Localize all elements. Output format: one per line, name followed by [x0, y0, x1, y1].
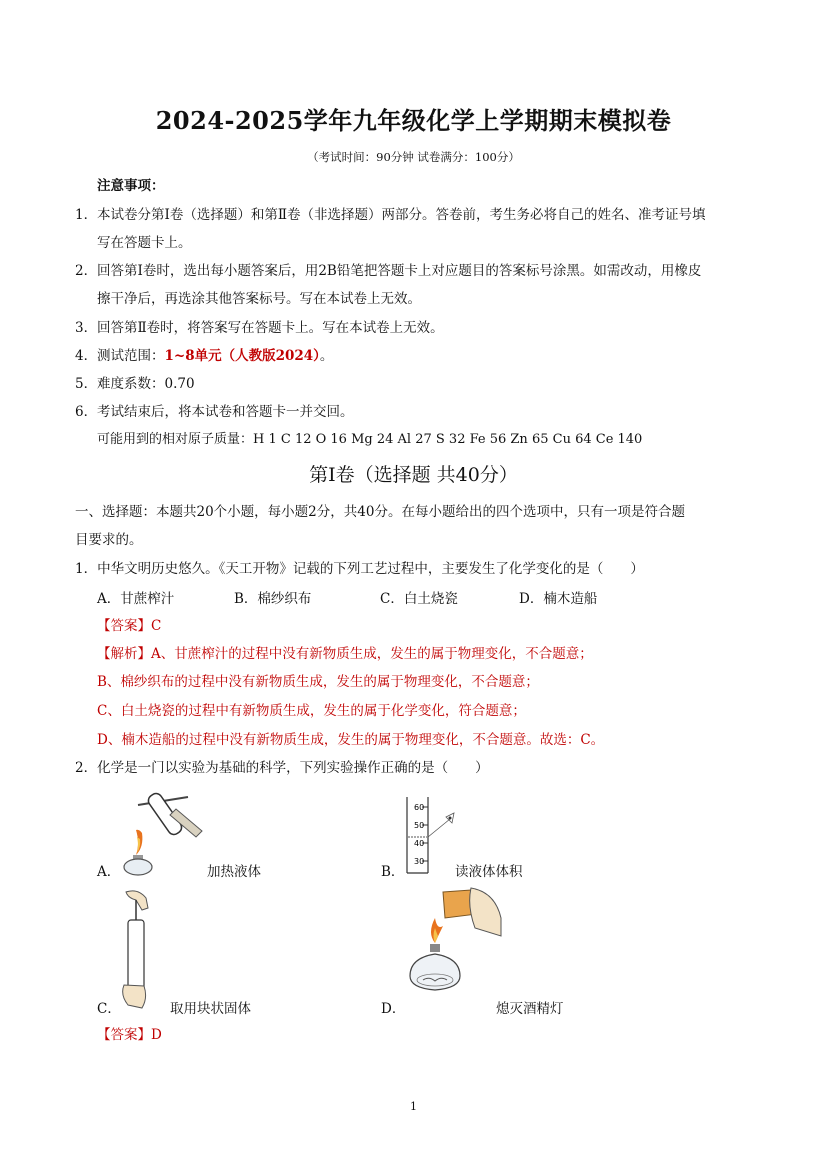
answer-value: C	[151, 618, 162, 634]
notice-3-line1: 回答第Ⅱ卷时，将答案写在答题卡上。写在本试卷上无效。	[97, 320, 444, 336]
part-intro-line2: 目要求的。	[75, 532, 143, 548]
notice-5-num: 5．	[75, 376, 98, 392]
q2-answer	[97, 1025, 162, 1045]
q2-option-a-letter: A．	[97, 864, 121, 880]
notice-3-num: 3．	[75, 320, 98, 336]
cylinder-tick-40: 40	[414, 839, 425, 848]
notice-6-line1: 考试结束后，将本试卷和答题卡一并交回。	[97, 404, 354, 420]
heating-liquid-figure	[118, 785, 218, 880]
block-solid-figure	[118, 890, 178, 1010]
notice-1-line2: 写在答题卡上。	[97, 235, 192, 251]
notice-4-num: 4．	[75, 348, 98, 364]
answer-value: D	[151, 1027, 162, 1043]
q2-option-b-letter: B．	[381, 864, 405, 880]
q2-option-c-letter: C．	[97, 1001, 121, 1017]
analysis-text: A、甘蔗榨汁的过程中没有新物质生成，发生的属于物理变化，不合题意；	[151, 646, 593, 662]
notice-1-line1: 本试卷分第Ⅰ卷（选择题）和第Ⅱ卷（非选择题）两部分。答卷前，考生务必将自己的姓名、准考证号填	[97, 207, 706, 223]
cylinder-tick-60: 60	[414, 803, 425, 812]
q2-option-d-letter: D．	[381, 1001, 406, 1017]
cylinder-tick-50: 50	[414, 821, 425, 830]
q1-option-b: B．棉纱织布	[234, 591, 312, 607]
answer-label: 【答案】	[97, 618, 151, 634]
q1-option-c: C．白土烧瓷	[380, 591, 458, 607]
notice-4	[97, 346, 333, 366]
notice-2-line1: 回答第Ⅰ卷时，选出每小题答案后，用2B铅笔把答题卡上对应题目的答案标号涂黑。如需改动，用橡皮	[97, 263, 702, 279]
cylinder-tick-30: 30	[414, 857, 425, 866]
notice-4-prefix: 测试范围：	[97, 348, 165, 364]
notice-4-suffix: 。	[319, 348, 334, 364]
notice-6-num: 6．	[75, 404, 98, 420]
q2-option-d-label: 熄灭酒精灯	[496, 1001, 564, 1017]
q1-option-d: D．楠木造船	[519, 591, 598, 607]
q1-analysis-1	[97, 644, 593, 664]
page-title: 2024-2025学年九年级化学上学期期末模拟卷	[155, 106, 672, 135]
atomic-masses: 可能用到的相对原子质量：H 1 C 12 O 16 Mg 24 Al 27 S 32 Fe 56 Zn 65 Cu 64 Ce 140	[97, 432, 643, 447]
section-title: 第Ⅰ卷（选择题 共40分）	[309, 464, 518, 486]
analysis-label: 【解析】	[97, 646, 151, 662]
notice-2-num: 2．	[75, 263, 98, 279]
test-scope-highlight: 1~8单元（人教版2024）	[164, 348, 320, 364]
q1-analysis-2: B、棉纱织布的过程中没有新物质生成，发生的属于物理变化，不合题意；	[97, 674, 539, 690]
q1-answer	[97, 616, 161, 636]
answer-label: 【答案】	[97, 1027, 151, 1043]
q1-analysis-4: D、楠木造船的过程中没有新物质生成，发生的属于物理变化，不合题意。故选：C。	[97, 732, 605, 748]
q2-stem: 2．化学是一门以实验为基础的科学，下列实验操作正确的是（ ）	[75, 760, 489, 776]
q2-option-b-label: 读液体体积	[455, 864, 523, 880]
alcohol-lamp-figure	[405, 888, 505, 1003]
notice-2-line2: 擦干净后，再选涂其他答案标号。写在本试卷上无效。	[97, 291, 421, 307]
q2-option-a-label: 加热液体	[207, 864, 261, 880]
notice-5-line1: 难度系数：0.70	[97, 376, 195, 392]
notice-heading: 注意事项：	[97, 178, 165, 194]
exam-info: （考试时间：90分钟 试卷满分：100分）	[307, 150, 520, 164]
q1-stem: 1．中华文明历史悠久。《天工开物》记载的下列工艺过程中，主要发生了化学变化的是（ ）	[75, 561, 644, 577]
part-intro-line1: 一、选择题：本题共20个小题，每小题2分，共40分。在每小题给出的四个选项中，只有一项是符合题	[75, 504, 685, 520]
q1-option-a: A．甘蔗榨汁	[97, 591, 175, 607]
q1-analysis-3: C、白土烧瓷的过程中有新物质生成，发生的属于化学变化，符合题意；	[97, 703, 526, 719]
q2-option-c-label: 取用块状固体	[170, 1001, 251, 1017]
page-number: 1	[410, 1100, 417, 1113]
notice-1-num: 1．	[75, 207, 98, 223]
